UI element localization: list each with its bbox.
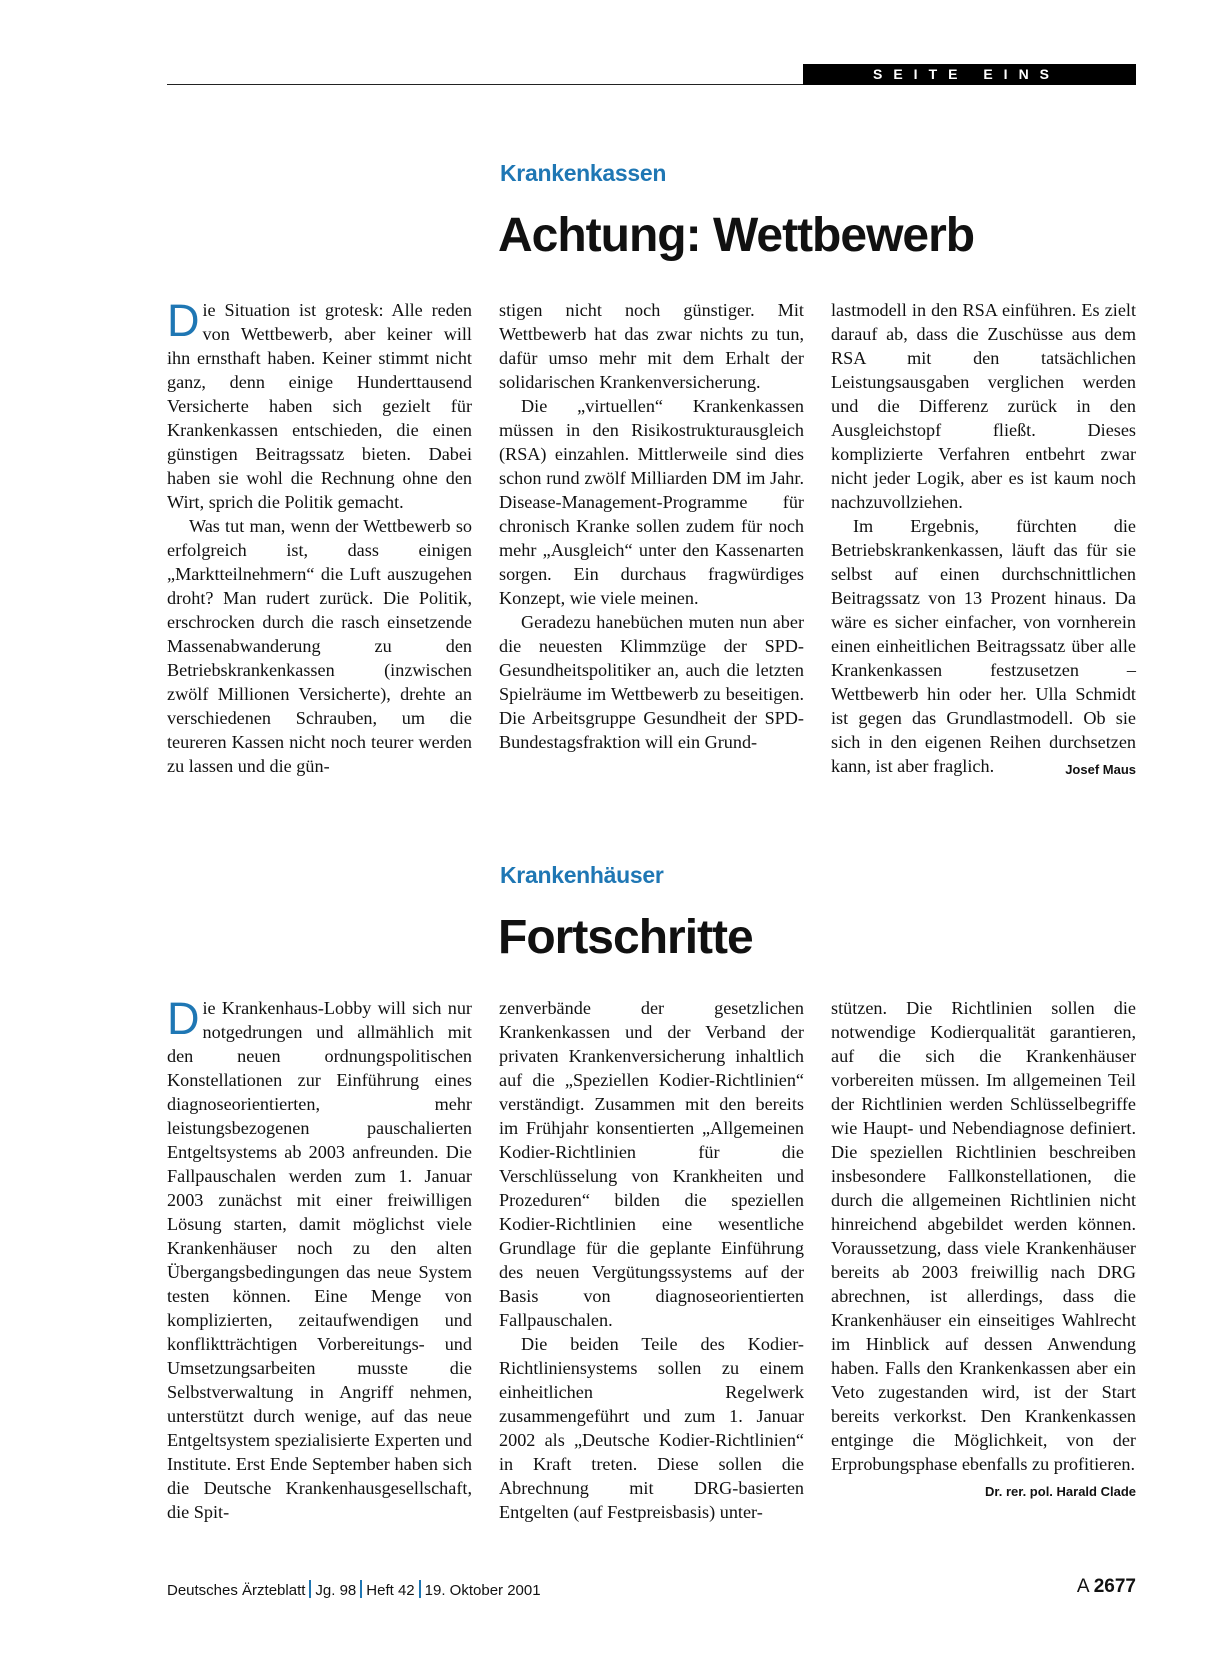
article1-paragraph: Im Ergebnis, fürchten die Betriebskrankenkassen, läuft das für sie selbst auf einen durchschnittlichen Beitragssatz von 13 Prozent hinaus. Da wäre es sicher einfacher, von vornherein einen einheitlichen Beitragssatz über alle Krankenkassen festzusetzen – Wettbewerb hin oder her. Ulla Schmidt ist gegen das Grundlastmodell. Ob sie sich in den eigenen Reihen durchsetzen kann, ist aber fraglich. Josef Maus [831, 514, 1136, 778]
article1-title: Achtung: Wettbewerb [498, 209, 975, 262]
article1-author: Josef Maus [1065, 762, 1136, 777]
article1-paragraph: Geradezu hanebüchen muten nun aber die neuesten Klimmzüge der SPD-Gesundheitspolitiker an, auch die letzten Spielräume im Wettbewerb zu beseitigen. Die Arbeitsgruppe Gesundheit der SPD-Bundestagsfraktion will ein Grund- [499, 612, 804, 752]
article1-paragraph: stigen nicht noch günstiger. Mit Wettbewerb hat das zwar nichts zu tun, dafür umso mehr mit dem Erhalt der solidarischen Krankenversicherung. [499, 300, 804, 392]
article1-paragraph: Die Situation ist grotesk: Alle reden von Wettbewerb, aber keiner will ihn ernsthaft haben. Keiner stimmt nicht ganz, denn einige Hunderttausend Versicherte haben sich gezielt für Krankenkassen entschieden, die einen günstigen Beitragssatz bieten. Dabei haben sie wohl die Rechnung ohne den Wirt, sprich die Politik gemacht. [167, 295, 472, 512]
journal-volume: Jg. 98 [315, 1582, 357, 1599]
section-label: SEITE EINS [803, 64, 1136, 85]
article2-kicker: Krankenhäuser [500, 862, 664, 888]
article2-title: Fortschritte [498, 911, 753, 964]
article2-paragraph: zenverbände der gesetzlichen Krankenkassen und der Verband der privaten Krankenversicherung inhaltlich auf die „Speziellen Kodier-Richtlinien“ verständigt. Zusammen mit den bereits im Frühjahr konsentierten „Allgemeinen Kodier-Richtlinien für die Verschlüsselung von Krankheiten und Prozeduren“ bilden die speziellen Kodier-Richtlinien eine wesentliche Grundlage für die geplante Einführung des neuen Vergütungssystems auf der Basis von diagnoseorientierten Fallpauschalen. [499, 998, 804, 1330]
dropcap: D [167, 295, 200, 346]
journal-issue: Heft 42 [366, 1582, 415, 1599]
article1-paragraph: Was tut man, wenn der Wettbewerb so erfolgreich ist, dass einigen „Marktteilnehmern“ die Luft auszugehen droht? Man rudert zurück. Die Politik, erschrocken durch die rasch einsetzende Massenabwanderung zu den Betriebskrankenkassen (inzwischen zwölf Millionen Versicherte), drehte an verschiedenen Schrauben, um die teureren Kassen nicht noch teurer werden zu lassen und die gün- [167, 516, 472, 776]
issue-date: 19. Oktober 2001 [424, 1582, 541, 1599]
article1-paragraph: Die „virtuellen“ Krankenkassen müssen in den Risikostrukturausgleich (RSA) einzahlen. Mittlerweile sind dies schon rund zwölf Milliarden DM im Jahr. Disease-Management-Programme für chronisch Kranke sollen zudem für noch mehr „Ausgleich“ unter den Kassenarten sorgen. Ein durchaus fragwürdiges Konzept, wie viele meinen. [499, 396, 804, 608]
article2-paragraph: Die Krankenhaus-Lobby will sich nur notgedrungen und allmählich mit den neuen ordnungspolitischen Konstellationen zur Einführung eines diagnoseorientierten, mehr leistungsbezogenen pauschalierten Entgeltsystems ab 2003 anfreunden. Die Fallpauschalen werden zum 1. Januar 2003 zunächst mit einer freiwilligen Lösung starten, damit möglichst viele Krankenhäuser noch zu den alten Übergangsbedingungen das neue System testen können. Eine Menge von komplizierten, zeitaufwendigen und konfliktträchtigen Vorbereitungs- und Umsetzungsarbeiten musste die Selbstverwaltung in Angriff nehmen, unterstützt durch wenige, auf das neue Entgeltsystem spezialisierte Experten und Institute. Erst Ende September haben sich die Deutsche Krankenhausgesellschaft, die Spit- [167, 993, 472, 1522]
footer-separator [309, 1580, 311, 1598]
article2-column-2 [499, 996, 804, 1524]
article1-column-3 [831, 298, 1136, 782]
article2-author: Dr. rer. pol. Harald Clade [985, 1484, 1136, 1499]
footer-separator [360, 1580, 362, 1598]
article1-column-2 [499, 298, 804, 754]
article2-paragraph: stützen. Die Richtlinien sollen die notwendige Kodierqualität garantieren, auf die sich die Krankenhäuser vorbereiten müssen. Im allgemeinen Teil der Richtlinien werden Schlüsselbegriffe wie Haupt- und Nebendiagnose definiert. Die speziellen Richtlinien beschreiben insbesondere Fallkonstellationen, die durch die allgemeinen Richtlinien nicht hinreichend abgebildet werden können. Voraussetzung, dass viele Krankenhäuser bereits ab 2003 freiwillig nach DRG abrechnen, ist allerdings, dass die Krankenhäuser ein einseitiges Wahlrecht im Hinblick auf dessen Anwendung haben. Falls den Krankenkassen aber ein Veto zugestanden wird, ist der Start bereits verkorkst. Den Krankenkassen entginge die Möglichkeit, von der Erprobungsphase ebenfalls zu profitieren. Dr. rer. pol. Harald Clade [831, 996, 1136, 1476]
page-footer [167, 1576, 1136, 1604]
page-number: A 2677 [1076, 1576, 1136, 1597]
journal-name: Deutsches Ärzteblatt [167, 1582, 306, 1599]
article2-column-1 [167, 993, 472, 1524]
article2-paragraph: Die beiden Teile des Kodier-Richtliniensystems sollen zu einem einheitlichen Regelwerk zusammengeführt und zum 1. Januar 2002 als „Deutsche Kodier-Richtlinien“ in Kraft treten. Diese sollen die Abrechnung mit DRG-basierten Entgelten (auf Festpreisbasis) unter- [499, 1334, 804, 1522]
article1-kicker: Krankenkassen [500, 160, 667, 186]
article2-column-3 [831, 996, 1136, 1504]
footer-separator [419, 1580, 421, 1598]
dropcap: D [167, 993, 200, 1044]
article1-paragraph: lastmodell in den RSA einführen. Es zielt darauf ab, dass die Zuschüsse aus dem RSA mit den tatsächlichen Leistungsausgaben verglichen werden und die Differenz zurück in den Ausgleichstopf fließt. Dieses komplizierte Verfahren entbehrt zwar nicht jeder Logik, aber es ist kaum noch nachzuvollziehen. [831, 300, 1136, 512]
article1-column-1 [167, 295, 472, 778]
